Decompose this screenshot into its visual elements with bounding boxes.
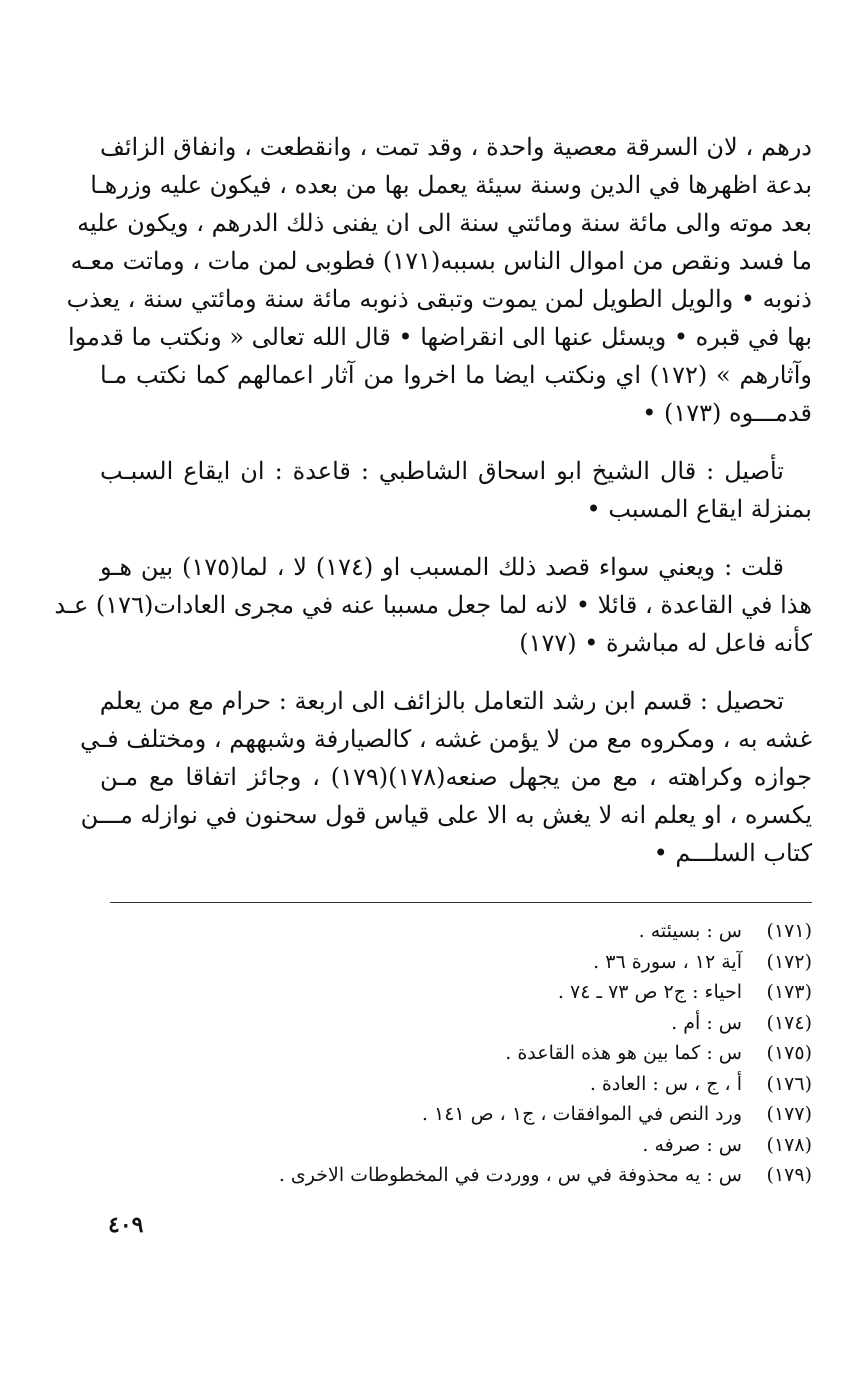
footnote-number: (١٧٢) <box>766 950 812 973</box>
footnote <box>110 1008 812 1039</box>
text-line: قدمـــوه (١٧٣) • <box>642 399 812 427</box>
footnote <box>110 1038 812 1069</box>
footnote <box>110 977 812 1008</box>
text-line: درهم ، لان السرقة معصية واحدة ، وقد تمت ، وانقطعت ، وانفاق الزائف <box>100 133 812 161</box>
paragraph-tahsil <box>80 682 812 872</box>
footnote <box>110 1130 812 1161</box>
text-line: كتاب السلـــم • <box>653 839 812 867</box>
footnote-text: ورد النص في الموافقات ، ج١ ، ص ١٤١ . <box>421 1103 742 1125</box>
footnote-number: (١٧٣) <box>766 981 812 1003</box>
footnote-number: (١٧٩) <box>766 1164 812 1186</box>
footnote-text: آية ١٢ ، سورة ٣٦ . <box>593 950 742 973</box>
footnote-number: (١٧٧) <box>766 1103 812 1125</box>
text-line: بدعة اظهرها في الدين وسنة سيئة يعمل بها من بعده ، فيكون عليه وزرهـا <box>90 171 812 199</box>
paragraph-tasil <box>100 452 812 528</box>
text-line: ذنوبه • والويل الطويل لمن يموت وتبقى ذنوبه مائة سنة ومائتي سنة ، يعذب <box>66 285 812 313</box>
footnote-text: س : كما بين هو هذه القاعدة . <box>505 1042 742 1064</box>
footnote-number: (١٧٨) <box>766 1133 812 1156</box>
footnote-number: (١٧١) <box>766 920 812 942</box>
text-line: بها في قبره • ويسئل عنها الى انقراضها • قال الله تعالى « ونكتب ما قدموا <box>67 323 812 351</box>
footnote-divider <box>110 902 812 903</box>
footnote-number: (١٧٤) <box>766 1011 812 1034</box>
footnote-number: (١٧٥) <box>766 1042 812 1064</box>
footnote <box>110 1069 812 1100</box>
page-body <box>54 128 812 892</box>
page-number: ٤٠٩ <box>108 1212 144 1238</box>
text-line: تحصيل : قسم ابن رشد التعامل بالزائف الى اربعة : حرام مع من يعلم <box>99 687 784 715</box>
text-line: ما فسد ونقص من اموال الناس بسببه(١٧١) فطوبى لمن مات ، وماتت معـه <box>70 247 812 275</box>
footnote-text: س : صرفه . <box>642 1133 742 1156</box>
footnote-number: (١٧٦) <box>766 1072 812 1095</box>
paragraph-qult <box>54 548 812 662</box>
footnote-text: أ ، ج ، س : العادة . <box>589 1072 742 1095</box>
footnote-text: س : بسيئته . <box>638 920 742 942</box>
footnote <box>110 947 812 978</box>
footnote-text: س : أم . <box>671 1011 742 1034</box>
text-line: قلت : ويعني سواء قصد ذلك المسبب او (١٧٤) لا ، لما(١٧٥) بين هـو <box>100 553 785 581</box>
paragraph-1 <box>66 128 812 432</box>
text-line: جوازه وكراهته ، مع من يجهل صنعه(١٧٨)(١٧٩) ، وجائز اتفاقا مع مـن <box>100 763 812 791</box>
text-line: يكسره ، او يعلم انه لا يغش به الا على قياس قول سحنون في نوازله مـــن <box>80 801 812 829</box>
footnote-text: احياء : ج٢ ص ٧٣ ـ ٧٤ . <box>557 981 742 1003</box>
text-line: بمنزلة ايقاع المسبب • <box>586 495 812 523</box>
footnotes <box>110 916 812 1191</box>
footnote-text: س : يه محذوفة في س ، ووردت في المخطوطات الاخرى . <box>278 1164 742 1186</box>
footnote <box>110 1160 812 1191</box>
footnote <box>110 1099 812 1130</box>
text-line: تأصيل : قال الشيخ ابو اسحاق الشاطبي : قاعدة : ان ايقاع السبـب <box>100 457 784 485</box>
text-line: غشه به ، ومكروه مع من لا يؤمن غشه ، كالصيارفة وشبههم ، ومختلف فـي <box>80 725 812 753</box>
text-line: كأنه فاعل له مباشرة • (١٧٧) <box>519 629 812 657</box>
text-line: بعد موته والى مائة سنة ومائتي سنة الى ان يفنى ذلك الدرهم ، ويكون عليه <box>77 209 812 237</box>
text-line: هذا في القاعدة ، قائلا • لانه لما جعل مسببا عنه في مجرى العادات(١٧٦) عـد <box>54 591 812 619</box>
text-line: وآثارهم » (١٧٢) اي ونكتب ايضا ما اخروا من آثار اعمالهم كما نكتب مـا <box>100 361 812 389</box>
footnote <box>110 916 812 947</box>
